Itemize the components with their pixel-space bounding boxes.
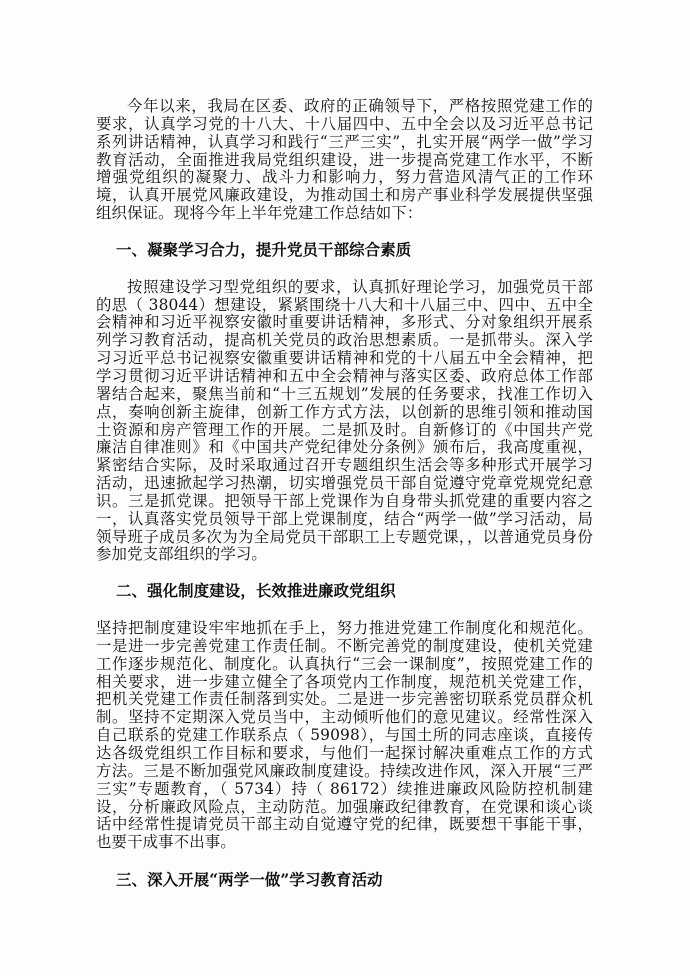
- spacer: [96, 223, 593, 242]
- document-body: [96, 98, 593, 890]
- section-heading-one: 一、凝聚学习合力，提升党员干部综合素质: [116, 240, 412, 259]
- spacer: [96, 601, 593, 620]
- spacer: [96, 260, 593, 279]
- section-one-paragraph: 按照建设学习型党组织的要求，认真抓好理论学习，加强党员干部的思（ 38044）想建设，紧紧围绕十八大和十八届三中、四中、五中全会精神和习近平视察安徽时重要讲话精神，多形式、分对象组织开展系列学习教育活动，提高机关党员的政治思想素质。一是抓带头。深入学习习近平总书记视察安徽重要讲话精神和党的十八届五中全会精神，把学习贯彻习近平讲话精神和五中全会精神与落实区委、政府总体工作部署结合起来，聚焦当前和“十三五规划”发展的任务要求，找准工作切入点，奏响创新主旋律，创新工作方式方法，以创新的思维引领和推动国土资源和房产管理工作的开展。二是抓及时。自新修订的《中国共产党廉洁自律准则》和《中国共产党纪律处分条例》颁布后，我高度重视，紧密结合实际，及时采取通过召开专题组织生活会等多种形式开展学习活动，迅速掀起学习热潮，切实增强党员干部自觉遵守党章党规党纪意识。三是抓党课。把领导干部上党课作为自身带头抓党建的重要内容之一，认真落实党员领导干部上党课制度，结合“两学一做”学习活动，局领导班子成员多次为为全局党员干部职工上专题党课，，以普通党员身份参加党支部组织的学习。: [96, 277, 593, 564]
- section-heading-two: 二、强化制度建设，长效推进廉政党组织: [116, 582, 396, 601]
- intro-paragraph: 今年以来，我局在区委、政府的正确领导下，严格按照党建工作的要求，认真学习党的十八大、十八届四中、五中全会以及习近平总书记系列讲话精神，认真学习和践行“三严三实”，扎实开展“两学一做”学习教育活动，全面推进我局党组织建设，进一步提高党建工作水平，不断增强党组织的凝聚力、战斗力和影响力，努力营造风清气正的工作环境，认真开展党风廉政建设，为推动国土和房产事业科学发展提供坚强组织保证。现将今年上半年党建工作总结如下：: [96, 97, 593, 223]
- section-heading-three: 三、深入开展“两学一做”学习教育活动: [116, 871, 383, 890]
- spacer: [96, 564, 593, 583]
- section-two-paragraph: 坚持把制度建设牢牢地抓在手上，努力推进党建工作制度化和规范化。一是进一步完善党建工作责任制。不断完善党的制度建设，使机关党建工作逐步规范化、制度化。认真执行“三会一课制度”，按照党建工作的相关要求，进一步建立健全了各项党内工作制度，规范机关党建工作，把机关党建工作责任制落到实处。二是进一步完善密切联系党员群众机制。坚持不定期深入党员当中，主动倾听他们的意见建议。经常性深入自己联系的党建工作联系点（ 59098），与国土所的同志座谈，直接传达各级党组织工作目标和要求，与他们一起探讨解决重难点工作的方式方法。三是不断加强党风廉政制度建设。持续改进作风，深入开展“三严三实”专题教育，（ 5734）持（ 86172）续推进廉政风险防控机制建设，分析廉政风险点，主动防范。加强廉政纪律教育，在党课和谈心谈话中经常性提请党员干部主动自觉遵守党的纪律，既要想干事能干事，也要干成事不出事。: [96, 619, 593, 852]
- spacer: [96, 852, 593, 872]
